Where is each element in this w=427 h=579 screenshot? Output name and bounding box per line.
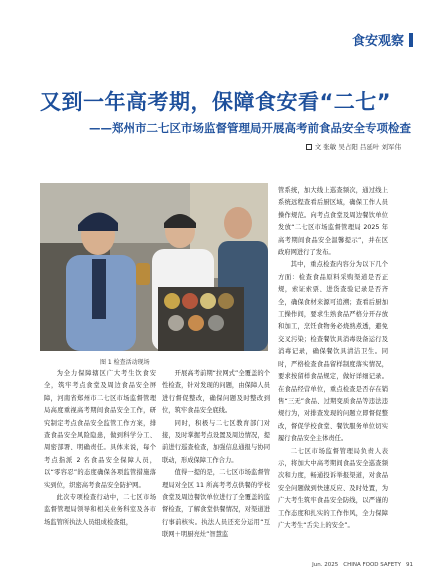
paragraph: 其中，重点检查内容分为以下几个方面：检查食品原料采购渠道是否正规，索证索票、进货查验记录是否齐全，确保食材来源可追溯；查看后厨加工操作间，要求生熟食品严格分开存放和加工，烹饪食物务必烧熟煮透，避免交叉污染；检查餐饮具消毒设备运行及消毒记录，确保餐饮具清洁卫生。同时，严格检查食品留样制度落实情况，要求按留样食品规定，做好详细记录。在食品经营单位，重点检查是否存在销售“三无”食品、过期变质食品等违法违规行为，对排查发现的问题立即督促整改，督促学校食堂、餐饮服务单位切实履行食品安全主体责任。 [278,261,388,443]
section-header [352,30,413,49]
byline-box-icon [306,144,312,150]
article-title: 又到一年高考期，保障食安看“二七” [40,90,392,114]
column-3 [278,185,388,532]
paragraph: 开展高考前期“拉网式”全覆盖的个性检查，针对发现的问题，由保障人员进行督促整改，确保问题及时整改到位，筑牢食品安全底线。 [162,370,270,415]
inspection-scene-image [40,183,268,351]
page-number: 91 [406,562,413,568]
footer-magazine: CHINA FOOD SAFETY [343,562,401,568]
section-label: 食安观察 [351,34,404,49]
column-2 [162,368,270,542]
paragraph: 管系统，加大线上巡查频次，通过线上系统远程查看后厨区域，确保工作人员操作规范。向考点食堂及周边餐饮单位发放“二七区市场监督管理局 2025 年高考期间食品安全温馨提示”，并在区政府网进行了发布。 [278,187,388,257]
paragraph: 此次专项检查行动中，二七区市场监督管理局领导和相关业务科室及各市场监管所执法人员组成检查组， [44,494,156,526]
paragraph: 二七区市场监督管理局负责人表示，将加大中高考期间食品安全巡查频次和力度，畅通投诉举报渠道，对食品安全问题做到快速反应、及时处置，为广大考生筑牢食品安全防线，以严谨的工作态度和扎实的工作作风，全力保障广大考生“舌尖上的安全”。 [278,447,388,529]
byline [306,142,401,151]
paragraph: 同时，积极与二七区教育部门对接，及时掌握考点设置及周边情况，提前进行巡查检查，加强信息通报与协同联动，形成保障工作合力。 [162,419,270,464]
footer-issue: Jun. 2025 [312,562,339,568]
page-footer [312,562,413,568]
article-subtitle: ——郑州市二七区市场监督管理局开展高考前食品安全专项检查 [89,121,411,135]
inspection-photo [40,183,268,351]
figure-caption: 图 1 检查活动现场 [100,359,150,366]
paragraph: 为全力保障辖区广大考生饮食安全，筑牢考点食堂及周边食品安全屏障，河南省郑州市二七区市场监督管理局高度重视高考期间食品安全工作，研究制定考点食品安全监管工作方案，排查食品安全风险隐患，做到科学分工、周密部署、明确责任。具体来说，每个考点指派 2 名食品安全保障人员，以“零容忍”的态度确保各项监管措施落实到位，织密高考食品安全防护网。 [44,370,156,489]
paragraph: 值得一提的是，二七区市场监督管理局对全区 11 所高考考点供餐的学校食堂及周边餐饮单位进行了全覆盖的监督检查，了解食堂供餐情况，对渠道进行事前核实。执法人员还充分运用“互联网＋明厨亮灶”智慧监 [162,469,270,539]
column-1 [44,368,156,529]
byline-text: 文 张敏 吴占阳 吕延叶 刘军伟 [314,143,401,151]
section-bar [409,33,413,47]
